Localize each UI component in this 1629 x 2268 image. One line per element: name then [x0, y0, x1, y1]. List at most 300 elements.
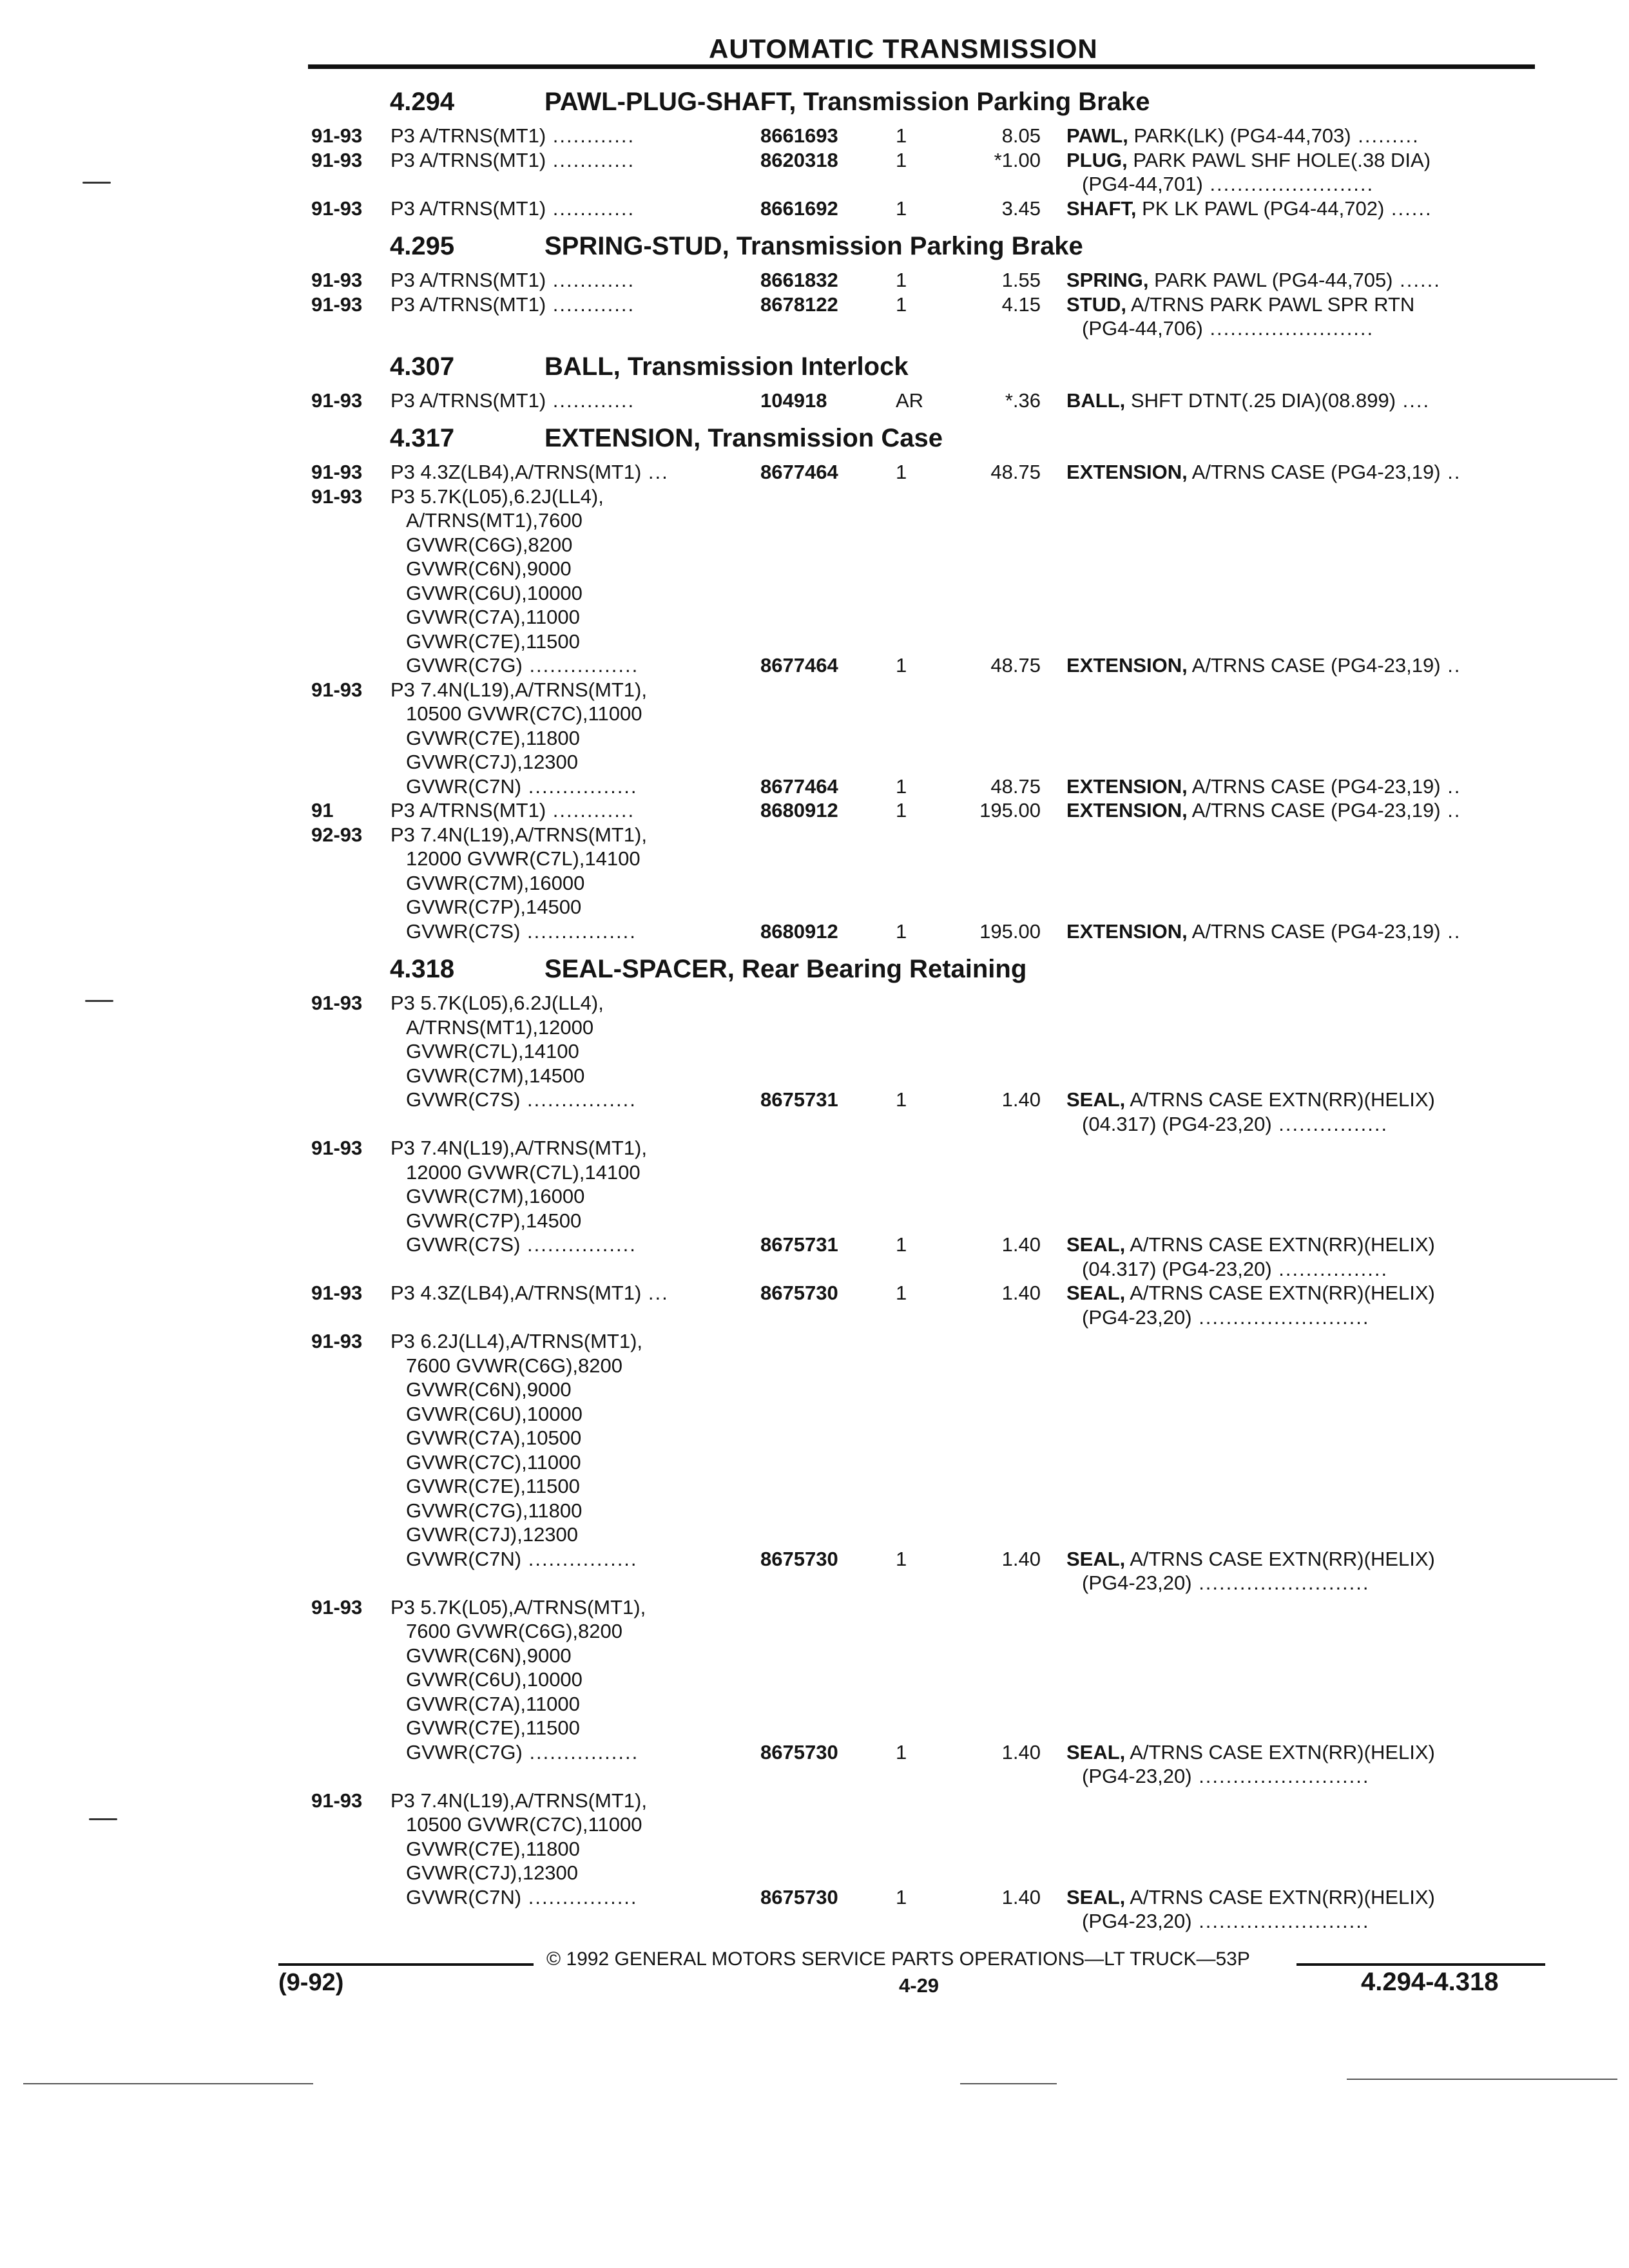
- application-text: [390, 1329, 738, 1571]
- description-keyword: BALL,: [1066, 389, 1126, 412]
- application-line-text: GVWR(C7E),11500: [406, 1716, 580, 1739]
- description-line: [1066, 1281, 1537, 1305]
- part-description: [1066, 389, 1537, 413]
- section-title: BALL, Transmission Interlock: [545, 352, 909, 381]
- application-text: [390, 148, 738, 173]
- header-rule: [308, 64, 1535, 69]
- dot-leader: ................: [520, 1088, 637, 1111]
- description-text: SHFT DTNT(.25 DIA)(08.899): [1130, 389, 1396, 412]
- application-line: [390, 1064, 738, 1088]
- application-line-text: GVWR(C7A),11000: [406, 606, 580, 628]
- description-line: [1066, 1909, 1537, 1934]
- application-line-text: P3 A/TRNS(MT1): [390, 293, 546, 316]
- description-keyword: EXTENSION,: [1066, 799, 1188, 822]
- quantity: AR: [896, 389, 924, 412]
- application-line-text: P3 A/TRNS(MT1): [390, 124, 546, 147]
- page-title: AUTOMATIC TRANSMISSION: [709, 34, 1098, 64]
- description-text: (04.317) (PG4-23,20): [1082, 1112, 1272, 1135]
- application-line: [390, 1644, 738, 1668]
- application-line: [390, 871, 738, 896]
- application-line-text: GVWR(C6N),9000: [406, 557, 572, 580]
- price: *.36: [1005, 389, 1041, 412]
- part-description: [1066, 1281, 1537, 1329]
- application-text: [390, 823, 738, 944]
- price: 1.40: [1001, 1088, 1041, 1111]
- description-text: PARK PAWL (PG4-44,705): [1154, 269, 1393, 291]
- part-description: [1066, 197, 1537, 221]
- application-line: [390, 702, 738, 726]
- footer-section-range: 4.294-4.318: [1361, 1968, 1499, 1996]
- section-header: [0, 943, 1629, 991]
- part-description: [1066, 1547, 1537, 1595]
- part-number: 8680912: [760, 919, 838, 943]
- part-number: 8620318: [760, 148, 838, 171]
- description-text: PARK PAWL SHF HOLE(.38 DIA): [1133, 148, 1431, 171]
- dot-leader: ..: [1440, 919, 1461, 943]
- price: 3.45: [1001, 197, 1041, 220]
- application-text: [390, 460, 738, 485]
- part-entry: [0, 1329, 1629, 1595]
- application-line: [390, 823, 738, 847]
- description-keyword: EXTENSION,: [1066, 654, 1188, 677]
- description-text: (PG4-23,20): [1082, 1910, 1192, 1932]
- description-text: A/TRNS CASE (PG4-23,19): [1191, 774, 1441, 798]
- section-header: [0, 76, 1629, 124]
- dot-leader: ...: [641, 461, 669, 483]
- description-line: [1066, 1088, 1537, 1112]
- application-line-text: 12000 GVWR(C7L),14100: [406, 847, 641, 870]
- application-line-text: P3 A/TRNS(MT1): [390, 148, 546, 171]
- part-description: [1066, 1088, 1537, 1136]
- application-line-text: GVWR(C7S): [406, 1088, 521, 1111]
- description-line: [1066, 293, 1537, 317]
- dot-leader: ................: [521, 1885, 638, 1908]
- dot-leader: ................: [520, 1233, 637, 1256]
- section-number: 4.295: [390, 232, 455, 260]
- part-number: 8677464: [760, 461, 838, 483]
- part-description: [1066, 1740, 1537, 1789]
- application-line: [390, 1136, 738, 1160]
- description-keyword: SHAFT,: [1066, 197, 1137, 220]
- footer-page-number: 4-29: [899, 1974, 940, 1997]
- model-years: 91-93: [311, 148, 363, 171]
- description-line: [1066, 460, 1537, 485]
- part-entry: [0, 485, 1629, 678]
- part-number: 8675730: [760, 1547, 838, 1570]
- application-text: [390, 293, 738, 317]
- description-keyword: SEAL,: [1066, 1885, 1126, 1908]
- quantity: 1: [896, 654, 907, 677]
- application-line-text: P3 4.3Z(LB4),A/TRNS(MT1): [390, 461, 642, 483]
- description-line: [1066, 774, 1537, 799]
- dot-leader: ................: [1271, 1257, 1389, 1280]
- description-line: [1066, 197, 1537, 221]
- application-line: [390, 629, 738, 654]
- description-text: A/TRNS CASE EXTN(RR)(HELIX): [1130, 1547, 1435, 1570]
- description-line: [1066, 1547, 1537, 1571]
- application-line-text: 12000 GVWR(C7L),14100: [406, 1160, 641, 1184]
- part-description: [1066, 919, 1537, 944]
- application-line: [390, 1789, 738, 1813]
- application-line-text: GVWR(C7N): [406, 1885, 522, 1908]
- application-line-text: GVWR(C7M),16000: [406, 1185, 585, 1207]
- application-line-text: GVWR(C7L),14100: [406, 1040, 579, 1062]
- application-line: [390, 1233, 738, 1257]
- application-line: [390, 678, 738, 702]
- scan-edge-line: [1347, 2079, 1617, 2080]
- price: 1.40: [1001, 1740, 1041, 1763]
- quantity: 1: [896, 1282, 907, 1304]
- description-keyword: EXTENSION,: [1066, 774, 1188, 798]
- application-line: [390, 847, 738, 871]
- application-line: [390, 389, 738, 413]
- application-line: [390, 1812, 738, 1837]
- application-line: [390, 1184, 738, 1209]
- part-description: [1066, 148, 1537, 197]
- part-entry: [0, 1281, 1629, 1329]
- application-text: [390, 1595, 738, 1765]
- application-line: [390, 1378, 738, 1402]
- application-line-text: 7600 GVWR(C6G),8200: [406, 1354, 622, 1377]
- model-years: 91-93: [311, 1137, 363, 1159]
- part-number: 8661692: [760, 197, 838, 220]
- application-line: [390, 991, 738, 1015]
- application-line: [390, 1595, 738, 1620]
- section-number: 4.307: [390, 352, 455, 381]
- quantity: 1: [896, 269, 907, 291]
- dot-leader: ................: [520, 919, 637, 943]
- price: 8.05: [1001, 124, 1041, 147]
- dot-leader: ...: [641, 1282, 669, 1304]
- description-line: [1066, 1885, 1537, 1910]
- application-line-text: 10500 GVWR(C7C),11000: [406, 1813, 642, 1836]
- application-line-text: P3 A/TRNS(MT1): [390, 799, 546, 822]
- model-years: 91: [311, 799, 334, 822]
- application-line-text: GVWR(C7J),12300: [406, 1523, 579, 1546]
- application-line: [390, 653, 738, 678]
- model-years: 92-93: [311, 823, 363, 846]
- scan-edge-line: [960, 2083, 1057, 2084]
- application-line-text: GVWR(C7M),14500: [406, 1064, 585, 1087]
- application-line-text: GVWR(C7J),12300: [406, 1861, 579, 1884]
- application-line: [390, 605, 738, 629]
- section-title: PAWL-PLUG-SHAFT, Transmission Parking Brake: [545, 88, 1150, 116]
- description-line: [1066, 653, 1537, 678]
- application-line: [390, 485, 738, 509]
- section-number: 4.294: [390, 88, 455, 116]
- section-header: [0, 341, 1629, 389]
- parts-listing: [0, 76, 1629, 1934]
- price: 195.00: [979, 799, 1041, 822]
- description-text: (PG4-23,20): [1082, 1305, 1192, 1329]
- application-line-text: GVWR(C7E),11800: [406, 726, 580, 749]
- margin-mark: [82, 182, 111, 184]
- part-number: 8675730: [760, 1885, 838, 1908]
- application-line: [390, 1499, 738, 1523]
- quantity: 1: [896, 774, 907, 798]
- application-line-text: GVWR(C7E),11800: [406, 1837, 580, 1860]
- application-line-text: P3 A/TRNS(MT1): [390, 389, 546, 412]
- description-text: (PG4-23,20): [1082, 1571, 1192, 1594]
- part-number: 8661693: [760, 124, 838, 147]
- application-line-text: GVWR(C7G),11800: [406, 1499, 583, 1522]
- part-description: [1066, 124, 1537, 148]
- application-line-text: GVWR(C6G),8200: [406, 533, 573, 556]
- description-line: [1066, 148, 1537, 173]
- application-line: [390, 1015, 738, 1040]
- quantity: 1: [896, 799, 907, 822]
- price: 1.55: [1001, 269, 1041, 291]
- application-line-text: P3 5.7K(L05),6.2J(LL4),: [390, 485, 604, 508]
- quantity: 1: [896, 1233, 907, 1256]
- dot-leader: ........................: [1202, 317, 1374, 340]
- model-years: 91-93: [311, 269, 363, 291]
- dot-leader: .........................: [1191, 1765, 1370, 1787]
- application-line: [390, 508, 738, 533]
- dot-leader: ..: [1440, 461, 1461, 483]
- application-line-text: GVWR(C7P),14500: [406, 896, 582, 918]
- dot-leader: ............: [546, 124, 635, 147]
- model-years: 91-93: [311, 485, 363, 508]
- dot-leader: ................: [1271, 1112, 1389, 1135]
- dot-leader: .........: [1351, 124, 1420, 147]
- application-line: [390, 1354, 738, 1378]
- dot-leader: .........................: [1191, 1910, 1370, 1932]
- part-entry: [0, 148, 1629, 197]
- quantity: 1: [896, 197, 907, 220]
- application-line-text: P3 6.2J(LL4),A/TRNS(MT1),: [390, 1330, 643, 1352]
- section-number: 4.317: [390, 424, 455, 452]
- application-line: [390, 895, 738, 919]
- application-line-text: GVWR(C7S): [406, 919, 521, 943]
- price: 1.40: [1001, 1282, 1041, 1304]
- description-keyword: SEAL,: [1066, 1282, 1126, 1304]
- part-number: 8675730: [760, 1740, 838, 1763]
- application-line: [390, 798, 738, 823]
- application-line: [390, 919, 738, 944]
- application-line-text: GVWR(C7N): [406, 1547, 522, 1570]
- model-years: 91-93: [311, 389, 363, 412]
- description-line: [1066, 798, 1537, 823]
- part-entry: [0, 1595, 1629, 1789]
- application-line: [390, 124, 738, 148]
- application-text: [390, 1281, 738, 1305]
- application-line: [390, 1474, 738, 1499]
- application-text: [390, 678, 738, 799]
- part-description: [1066, 268, 1537, 293]
- dot-leader: ............: [546, 389, 635, 412]
- application-line-text: 7600 GVWR(C6G),8200: [406, 1620, 622, 1642]
- model-years: 91-93: [311, 1789, 363, 1812]
- application-line-text: GVWR(C7J),12300: [406, 751, 579, 773]
- part-entry: [0, 197, 1629, 221]
- description-text: A/TRNS PARK PAWL SPR RTN: [1130, 293, 1415, 316]
- part-entry: [0, 1789, 1629, 1934]
- application-line: [390, 750, 738, 774]
- part-description: [1066, 460, 1537, 485]
- model-years: 91-93: [311, 1282, 363, 1304]
- application-line-text: P3 7.4N(L19),A/TRNS(MT1),: [390, 1137, 647, 1159]
- description-text: (PG4-44,706): [1082, 317, 1203, 340]
- section-header: [0, 412, 1629, 460]
- application-line: [390, 1740, 738, 1765]
- price: 4.15: [1001, 293, 1041, 316]
- price: 1.40: [1001, 1233, 1041, 1256]
- application-line-text: GVWR(C6U),10000: [406, 1668, 583, 1691]
- part-number: 8677464: [760, 774, 838, 798]
- application-text: [390, 1789, 738, 1910]
- description-text: A/TRNS CASE EXTN(RR)(HELIX): [1130, 1885, 1435, 1908]
- part-description: [1066, 653, 1537, 678]
- application-line-text: P3 5.7K(L05),6.2J(LL4),: [390, 992, 604, 1014]
- application-line-text: P3 A/TRNS(MT1): [390, 197, 546, 220]
- margin-mark: [89, 1818, 117, 1820]
- section-number: 4.318: [390, 955, 455, 983]
- part-number: 104918: [760, 389, 827, 412]
- application-line-text: GVWR(C6U),10000: [406, 1402, 583, 1425]
- application-line-text: GVWR(C7P),14500: [406, 1209, 582, 1232]
- application-line-text: A/TRNS(MT1),12000: [406, 1015, 594, 1039]
- application-line-text: 10500 GVWR(C7C),11000: [406, 702, 642, 725]
- quantity: 1: [896, 1088, 907, 1111]
- section-title: SPRING-STUD, Transmission Parking Brake: [545, 232, 1083, 260]
- application-line-text: GVWR(C7E),11500: [406, 1475, 580, 1497]
- application-line: [390, 726, 738, 751]
- application-line: [390, 581, 738, 606]
- application-line: [390, 293, 738, 317]
- part-number: 8678122: [760, 293, 838, 316]
- scan-edge-line: [23, 2083, 313, 2084]
- application-line-text: GVWR(C7C),11000: [406, 1450, 581, 1474]
- application-line-text: GVWR(C7G): [406, 1740, 523, 1763]
- description-text: A/TRNS CASE (PG4-23,19): [1191, 461, 1441, 483]
- section-title: SEAL-SPACER, Rear Bearing Retaining: [545, 955, 1027, 983]
- application-line-text: GVWR(C7E),11500: [406, 629, 580, 653]
- application-text: [390, 124, 738, 148]
- description-line: [1066, 172, 1537, 197]
- description-line: [1066, 919, 1537, 944]
- application-line-text: GVWR(C6N),9000: [406, 1378, 572, 1401]
- application-line: [390, 197, 738, 221]
- part-entry: [0, 268, 1629, 293]
- application-line: [390, 268, 738, 293]
- application-line: [390, 1450, 738, 1475]
- margin-mark: [85, 1000, 113, 1002]
- part-description: [1066, 293, 1537, 341]
- quantity: 1: [896, 1885, 907, 1908]
- description-text: PARK(LK) (PG4-44,703): [1133, 124, 1351, 147]
- dot-leader: ..: [1440, 799, 1461, 822]
- footer-rule-left: [278, 1963, 534, 1966]
- price: *1.00: [994, 148, 1041, 171]
- application-line: [390, 533, 738, 557]
- part-entry: [0, 460, 1629, 485]
- dot-leader: ................: [522, 1740, 639, 1763]
- part-number: 8675731: [760, 1088, 838, 1111]
- application-text: [390, 485, 738, 678]
- dot-leader: ............: [546, 197, 635, 220]
- description-text: A/TRNS CASE EXTN(RR)(HELIX): [1130, 1233, 1435, 1256]
- application-line-text: GVWR(C7S): [406, 1233, 521, 1256]
- part-number: 8677464: [760, 654, 838, 677]
- application-line: [390, 148, 738, 173]
- description-line: [1066, 316, 1537, 341]
- dot-leader: .........................: [1191, 1571, 1370, 1594]
- dot-leader: ............: [546, 148, 635, 171]
- description-text: A/TRNS CASE (PG4-23,19): [1191, 654, 1441, 677]
- description-keyword: EXTENSION,: [1066, 919, 1188, 943]
- application-line-text: P3 A/TRNS(MT1): [390, 269, 546, 291]
- quantity: 1: [896, 1740, 907, 1763]
- description-line: [1066, 1764, 1537, 1789]
- application-line: [390, 1837, 738, 1861]
- application-line: [390, 557, 738, 581]
- dot-leader: ..: [1440, 654, 1461, 677]
- footer-rule-right: [1296, 1963, 1545, 1966]
- part-entry: [0, 678, 1629, 799]
- application-line-text: P3 7.4N(L19),A/TRNS(MT1),: [390, 1789, 647, 1812]
- application-line: [390, 1402, 738, 1427]
- footer-date: (9-92): [278, 1969, 344, 1996]
- application-line-text: P3 7.4N(L19),A/TRNS(MT1),: [390, 678, 647, 701]
- dot-leader: ........................: [1202, 173, 1374, 195]
- application-line: [390, 1160, 738, 1185]
- quantity: 1: [896, 461, 907, 483]
- application-line-text: P3 4.3Z(LB4),A/TRNS(MT1): [390, 1282, 642, 1304]
- application-line-text: P3 5.7K(L05),A/TRNS(MT1),: [390, 1595, 646, 1619]
- model-years: 91-93: [311, 293, 363, 316]
- application-line-text: GVWR(C7M),16000: [406, 871, 585, 894]
- application-line: [390, 1209, 738, 1233]
- description-keyword: SEAL,: [1066, 1547, 1126, 1570]
- part-entry: [0, 293, 1629, 341]
- model-years: 91-93: [311, 197, 363, 220]
- section-title: EXTENSION, Transmission Case: [545, 424, 943, 452]
- application-line: [390, 1426, 738, 1450]
- application-line: [390, 1039, 738, 1064]
- application-line: [390, 1667, 738, 1692]
- dot-leader: ................: [521, 774, 638, 798]
- dot-leader: ......: [1393, 269, 1441, 291]
- application-line: [390, 774, 738, 799]
- price: 48.75: [990, 654, 1041, 677]
- quantity: 1: [896, 124, 907, 147]
- description-line: [1066, 124, 1537, 148]
- description-line: [1066, 1112, 1537, 1137]
- application-line: [390, 1885, 738, 1910]
- description-keyword: SEAL,: [1066, 1088, 1126, 1111]
- part-number: 8675730: [760, 1282, 838, 1304]
- description-keyword: SEAL,: [1066, 1740, 1126, 1763]
- application-text: [390, 389, 738, 413]
- part-entry: [0, 124, 1629, 148]
- part-entry: [0, 823, 1629, 944]
- part-number: 8661832: [760, 269, 838, 291]
- part-entry: [0, 991, 1629, 1136]
- quantity: 1: [896, 1547, 907, 1570]
- description-keyword: PLUG,: [1066, 148, 1128, 171]
- application-line-text: A/TRNS(MT1),7600: [406, 509, 583, 532]
- quantity: 1: [896, 919, 907, 943]
- application-line-text: GVWR(C7A),10500: [406, 1427, 582, 1449]
- dot-leader: ................: [521, 1547, 638, 1570]
- application-line-text: GVWR(C6U),10000: [406, 581, 583, 604]
- dot-leader: ............: [546, 293, 635, 316]
- part-number: 8680912: [760, 799, 838, 822]
- application-line-text: GVWR(C7A),11000: [406, 1692, 580, 1715]
- description-line: [1066, 1257, 1537, 1282]
- price: 195.00: [979, 919, 1041, 943]
